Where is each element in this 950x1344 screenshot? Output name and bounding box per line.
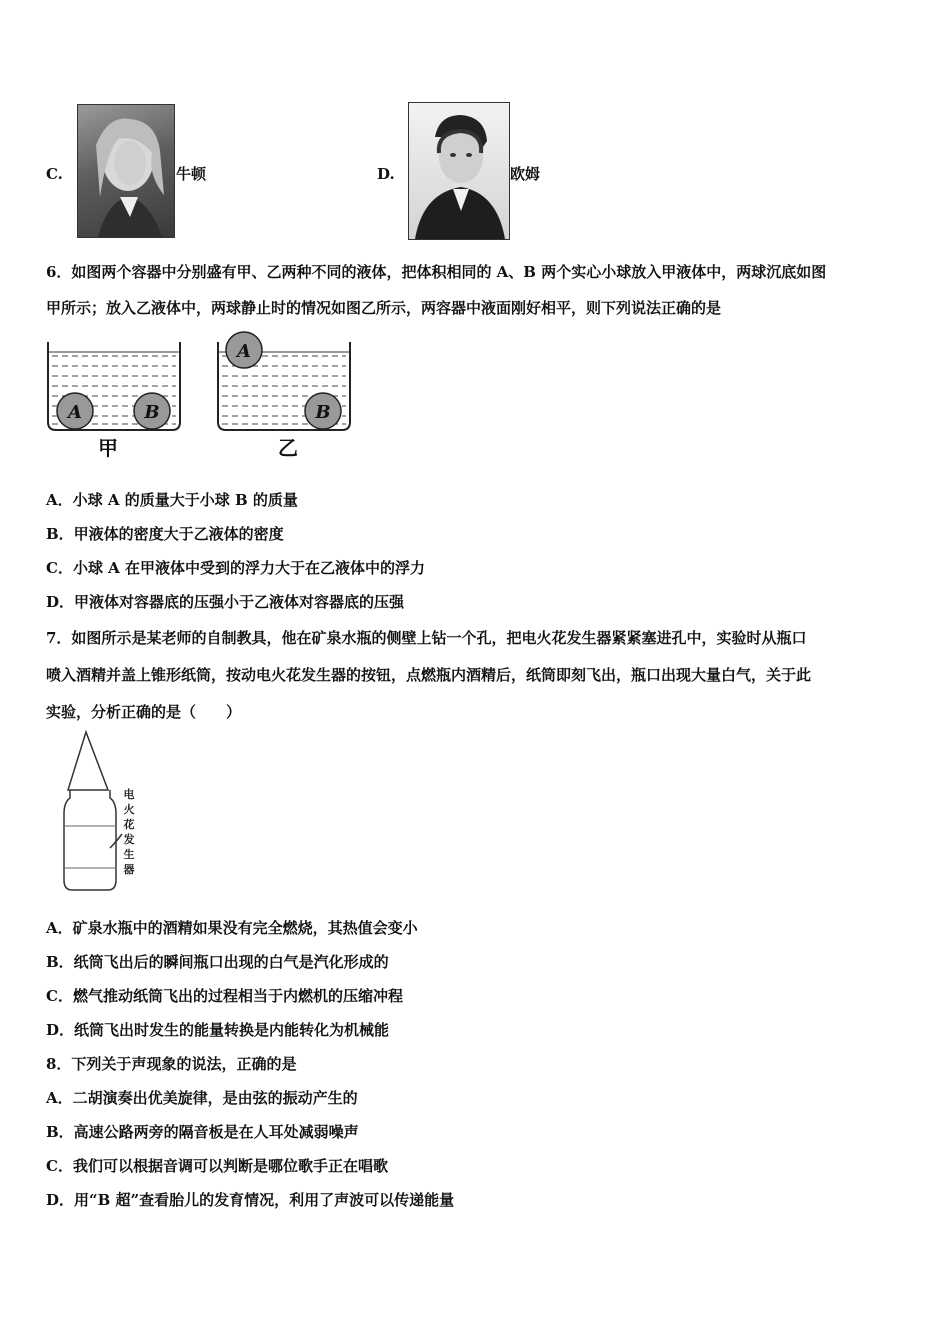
q6-option-d: D．甲液体对容器底的压强小于乙液体对容器底的压强 [46,593,405,611]
q8-option-d: D．用“B 超”查看胎儿的发育情况，利用了声波可以传递能量 [46,1191,455,1209]
q6-figure [40,330,360,465]
ball-b-yi-label: B [315,402,331,423]
q6-text-line2: 甲所示；放入乙液体中，两球静止时的情况如图乙所示，两容器中液面刚好相平，则下列说法正确的是 [46,299,722,317]
paper-cone [68,732,108,790]
q8-option-a: A．二胡演奏出优美旋律，是由弦的振动产生的 [46,1089,358,1107]
fig-label-char-1: 电 [123,788,135,801]
q7-bottle-figure [56,730,146,898]
fig-label-yi: 乙 [278,436,298,460]
bottle [64,790,116,890]
ohm-portrait [408,102,510,240]
q6-option-b: B．甲液体的密度大于乙液体的密度 [46,525,284,543]
q8-option-b: B．高速公路两旁的隔音板是在人耳处减弱噪声 [46,1123,359,1141]
fig-label-char-5: 生 [123,848,135,861]
ohm-portrait-drawing [409,103,509,239]
container-jia [48,342,180,460]
q6-text-line1: 6．如图两个容器中分别盛有甲、乙两种不同的液体，把体积相同的 A、B 两个实心小球放入甲液体中，两球沉底如图 [46,263,827,281]
ball-a-yi-label: A [237,341,251,362]
fig-label-char-3: 花 [123,818,135,831]
option-c-name: 牛顿 [176,165,207,183]
q8-text-line1: 8．下列关于声现象的说法，正确的是 [46,1055,297,1073]
fig-label-jia: 甲 [98,436,118,460]
q7-option-c: C．燃气推动纸筒飞出的过程相当于内燃机的压缩冲程 [46,987,403,1005]
q8-option-c: C．我们可以根据音调可以判断是哪位歌手正在唱歌 [46,1157,388,1175]
option-d-label: D. [377,165,395,183]
fig-label-char-4: 发 [123,833,135,846]
fig-label-char-6: 器 [123,863,135,876]
ball-b-jia-label: B [144,402,160,423]
q7-text-line1: 7．如图所示是某老师的自制教具，他在矿泉水瓶的侧壁上钻一个孔，把电火花发生器紧紧塞进孔中，实验时从瓶口 [46,629,807,647]
option-c-label: C. [46,165,63,183]
fig-label-char-2: 火 [123,803,135,816]
q7-option-b: B．纸筒飞出后的瞬间瓶口出现的白气是汽化形成的 [46,953,389,971]
newton-portrait [77,104,175,238]
option-d-name: 欧姆 [510,165,541,183]
q7-option-a: A．矿泉水瓶中的酒精如果没有完全燃烧，其热值会变小 [46,919,418,937]
q6-option-a: A．小球 A 的质量大于小球 B 的质量 [46,491,298,509]
q6-option-c: C．小球 A 在甲液体中受到的浮力大于在乙液体中的浮力 [46,559,426,577]
newton-portrait-drawing [78,105,174,237]
q7-text-line3: 实验，分析正确的是（ ） [46,703,242,721]
q7-option-d: D．纸筒飞出时发生的能量转换是内能转化为机械能 [46,1021,390,1039]
ball-a-jia-label: A [68,402,82,423]
container-yi [218,332,350,460]
q7-text-line2: 喷入酒精并盖上锥形纸筒，按动电火花发生器的按钮，点燃瓶内酒精后，纸筒即刻飞出，瓶口出现大量白气，关于此 [46,666,812,684]
